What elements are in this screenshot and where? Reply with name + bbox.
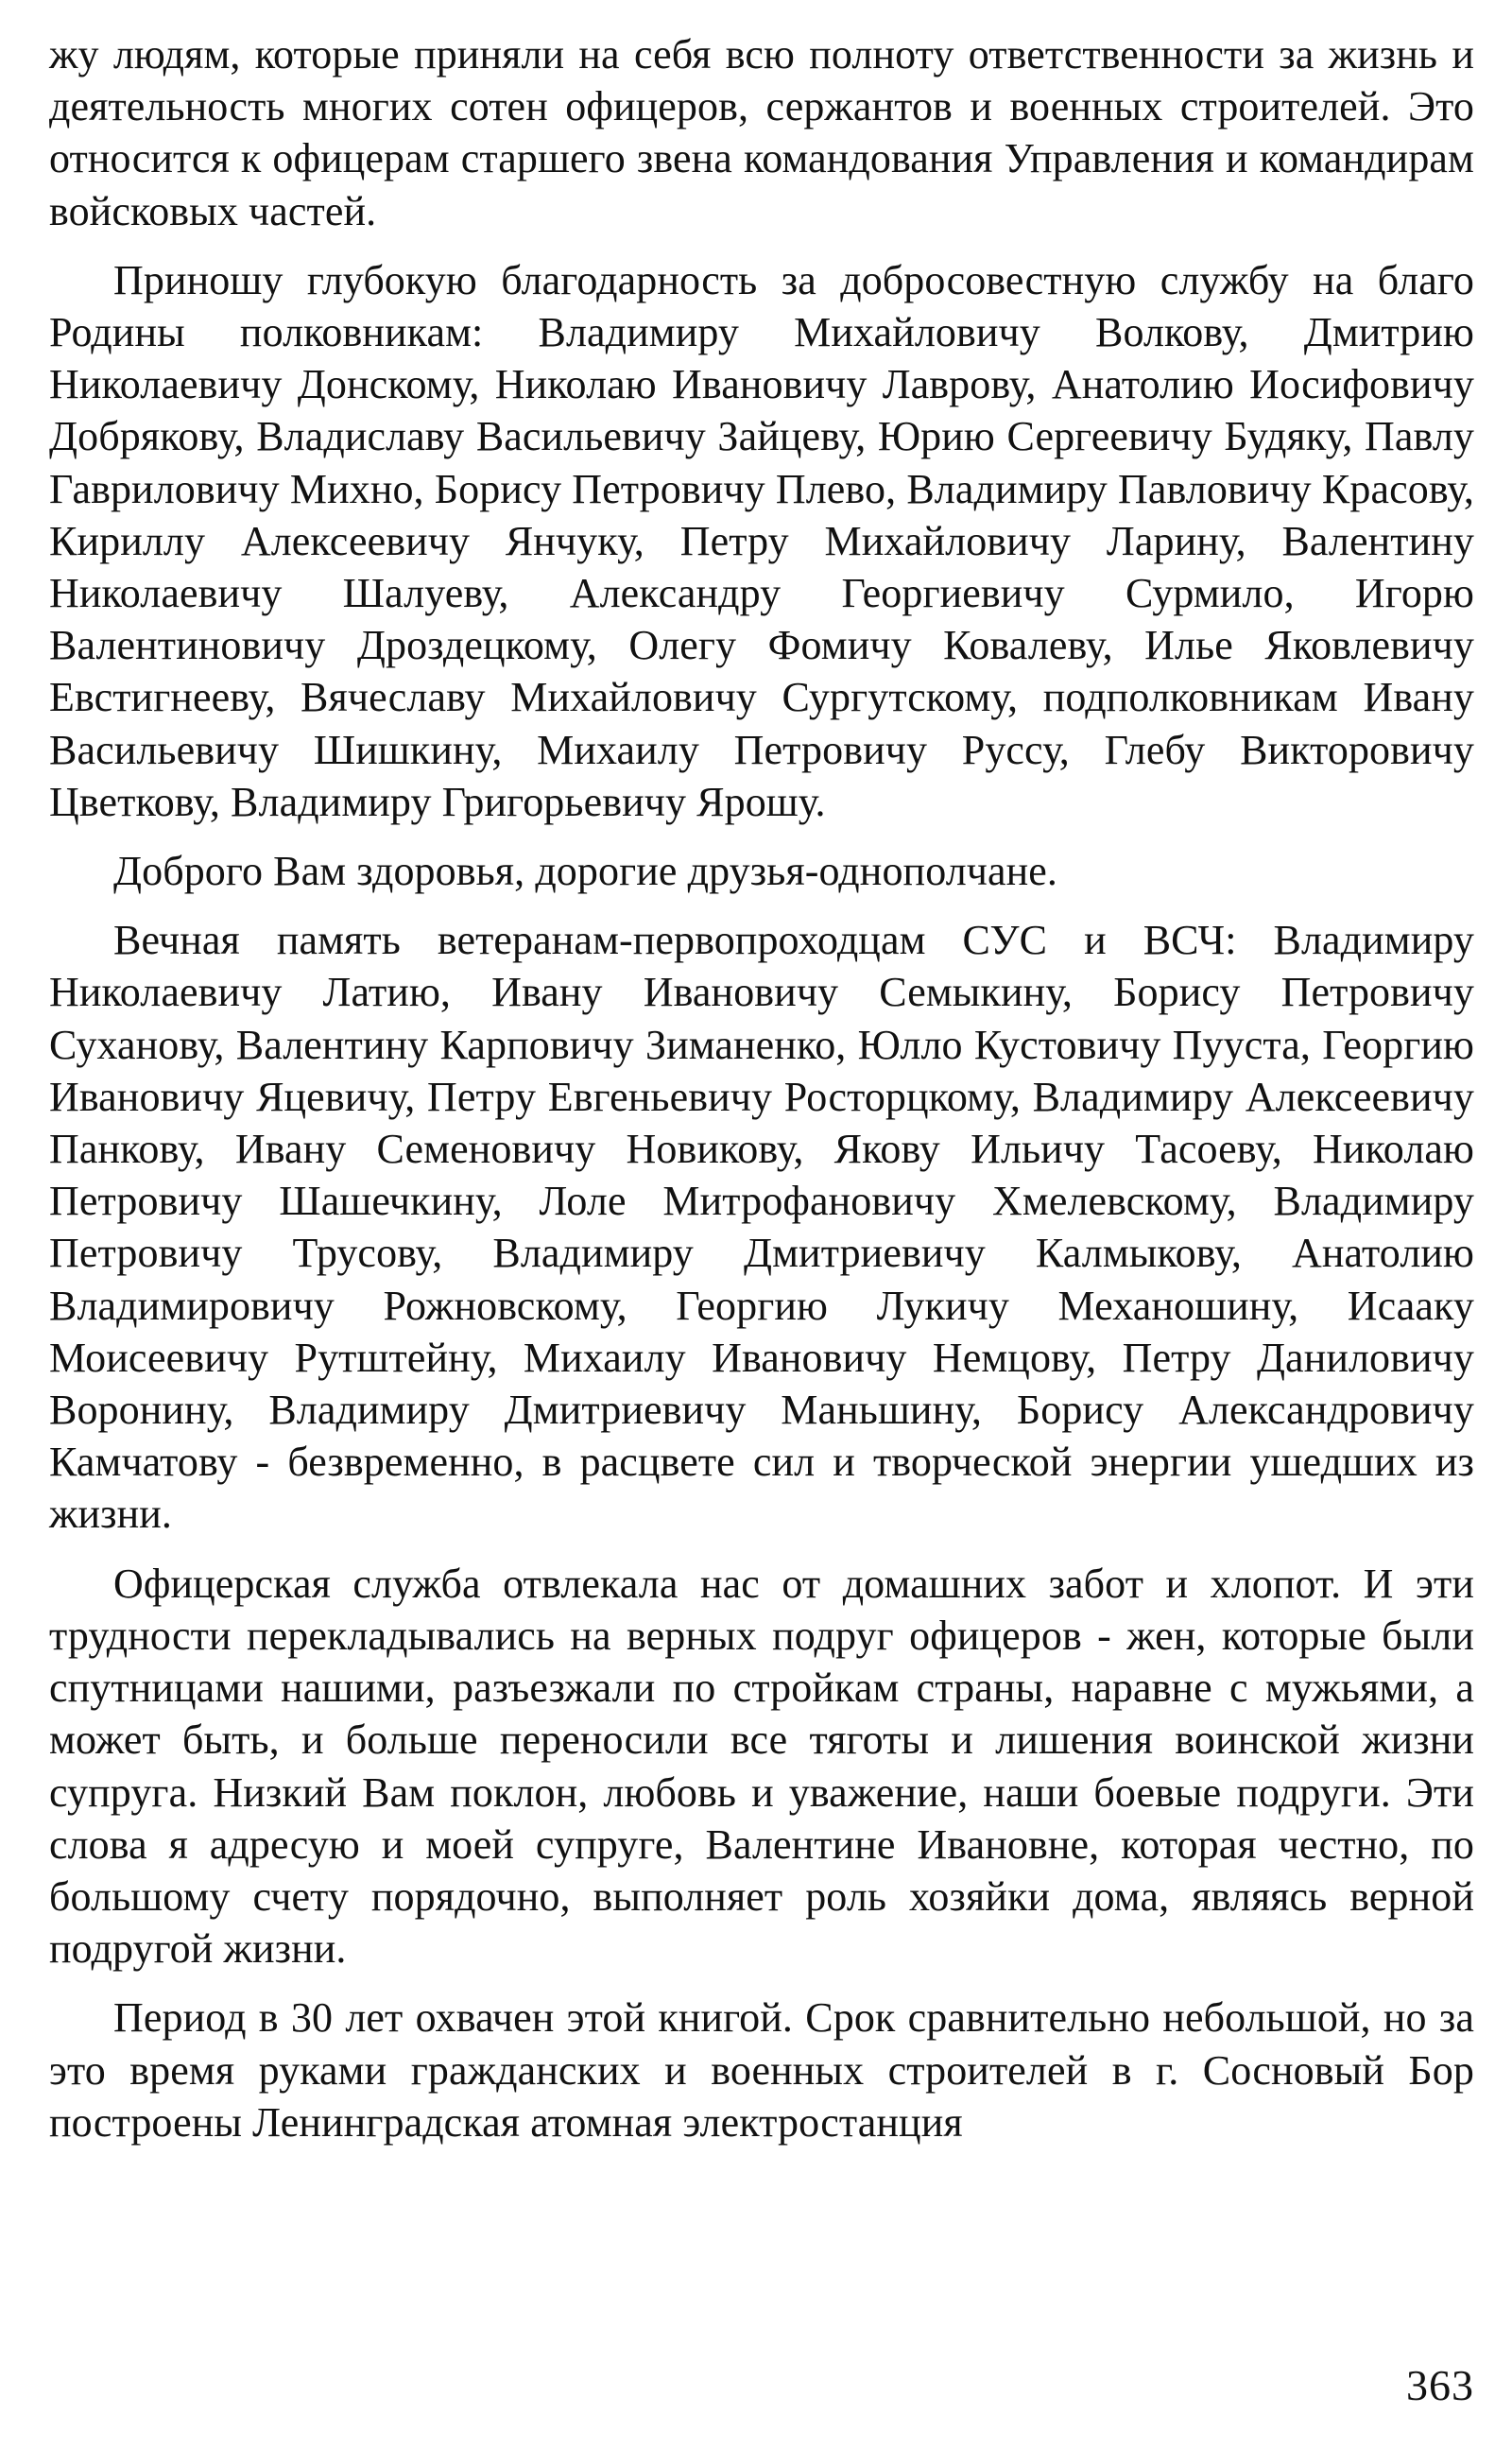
paragraph-eternal-memory: Вечная память ветеранам-первопроходцам СУС и ВСЧ: Владимиру Николаевичу Латию, Ивану Ивановичу Семыкину, Борису Петровичу Суханову, Валентину Карповичу Зиманенко, Юлло Кустовичу Пууста, Георгию Ивановичу Яцевичу, Петру Евгеньевичу Росторцкому, Владимиру Алексеевичу Панкову, Ивану Семеновичу Новикову, Якову Ильичу Тасоеву, Николаю Петровичу Шашечкину, Лоле Митрофановичу Хмелевскому, Владимиру Петровичу Трусову, Владимиру Дмитриевичу Калмыкову, Анатолию Владимировичу Рожновскому, Георгию Лукичу Механошину, Исааку Моисеевичу Рутштейну, Михаилу Ивановичу Немцову, Петру Даниловичу Воронину, Владимиру Дмитриевичу Маньшину, Борису Александровичу Камчатову - безвременно, в расцвете сил и творческой энергии ушедших из жизни. — [49, 917, 1474, 1538]
paragraph-officers-wives: Офицерская служба отвлекала нас от домашних забот и хлопот. И эти трудности перекладывались на верных подруг офицеров - жен, которые были спутницами нашими, разъезжали по стройкам страны, наравне с мужьями, а может быть, и больше переносили все тяготы и лишения воинской жизни супруга. Низкий Вам поклон, любовь и уважение, наши боевые подруги. Эти слова я адресую и моей супруге, Валентине Ивановне, которая честно, по большому счету порядочно, выполняет роль хозяйки дома, являясь верной подругой жизни. — [49, 1560, 1474, 1973]
paragraph-gratitude-colonels: Приношу глубокую благодарность за добросовестную службу на благо Родины полковникам: Владимиру Михайловичу Волкову, Дмитрию Николаевичу Донскому, Николаю Ивановичу Лаврову, Анатолию Иосифовичу Добрякову, Владиславу Васильевичу Зайцеву, Юрию Сергеевичу Будяку, Павлу Гавриловичу Михно, Борису Петровичу Плево, Владимиру Павловичу Красову, Кириллу Алексеевичу Янчуку, Петру Михайловичу Ларину, Валентину Николаевичу Шалуеву, Александру Георгиевичу Сурмило, Игорю Валентиновичу Дроздецкому, Олегу Фомичу Ковалеву, Илье Яковлевичу Евстигнееву, Вячеславу Михайловичу Сургутскому, подполковникам Ивану Васильевичу Шишкину, Михаилу Петровичу Руссу, Глебу Викторовичу Цветкову, Владимиру Григорьевичу Ярошу. — [49, 256, 1474, 825]
paragraph-thirty-years: Период в 30 лет охвачен этой книгой. Срок сравнительно небольшой, но за это время руками гражданских и военных строителей в г. Сосновый Бор построены Ленинградская атомная электростанция — [49, 1994, 1474, 2146]
page-body — [49, 28, 1474, 2165]
page-number: 363 — [1406, 2361, 1474, 2409]
paragraph-health-wish: Доброго Вам здоровья, дорогие друзья-однополчане. — [113, 848, 1058, 895]
paragraph-continuation: жу людям, которые приняли на себя всю полноту ответственности за жизнь и деятельность многих сотен офицеров, сержантов и военных строителей. Это относится к офицерам старшего звена командования Управления и командирам войсковых частей. — [49, 31, 1474, 234]
